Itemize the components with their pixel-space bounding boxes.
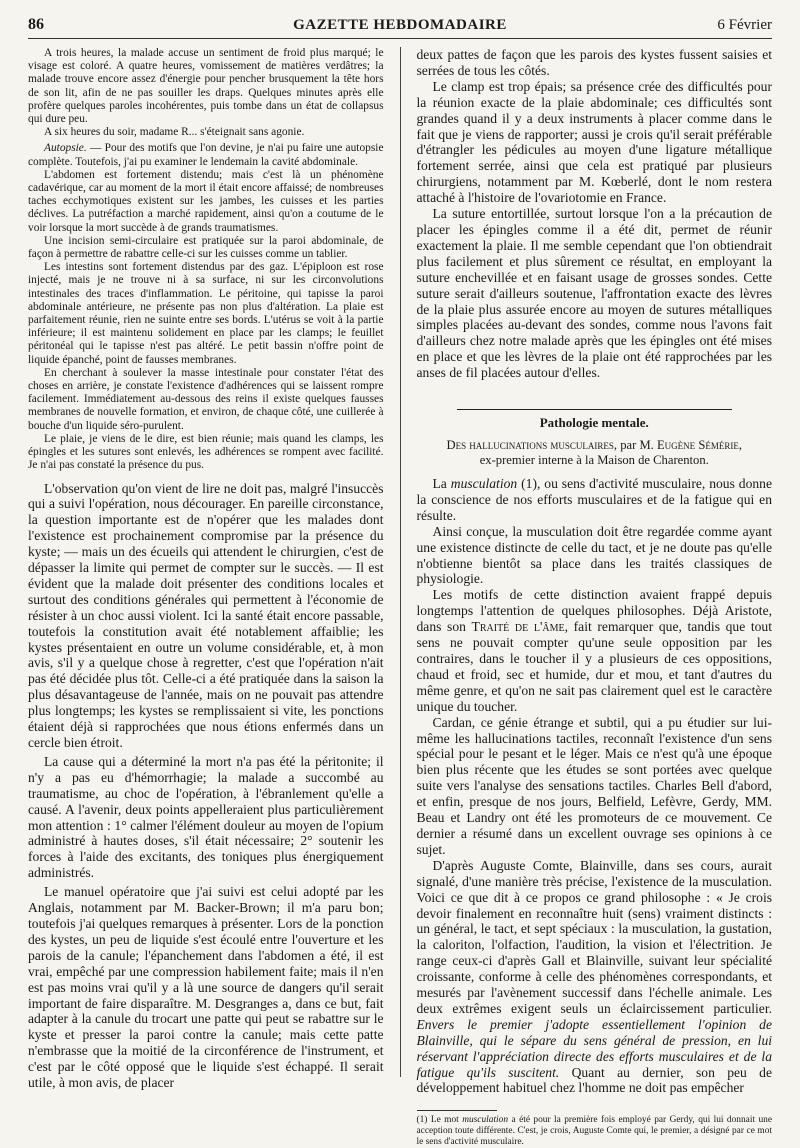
- discussion-paragraph: La cause qui a déterminé la mort n'a pas été la péritonite; il n'y a pas eu d'hémorrhagie; la malade a succombé au traumatisme, au choc de l'opération, à l'ébranlement qu'elle a causé. A l'avenir, deux points appelleraient plus particulièrement mon attention : 1° calmer l'élément douleur au moyen de l'opium administré à hautes doses, s'il était nécessaire; 2° soutenir les forces à l'aide des excitants, des toniques plus énergiquement administrés.: [28, 753, 384, 881]
- journal-title: GAZETTE HEBDOMADAIRE: [293, 16, 507, 33]
- article-byline: [417, 438, 773, 468]
- autopsy-paragraph: [28, 142, 384, 168]
- case-paragraph: A six heures du soir, madame R... s'éteignait sans agonie.: [44, 126, 305, 139]
- section-title: Pathologie mentale.: [539, 415, 649, 431]
- page-number: 86: [28, 16, 44, 33]
- autopsy-intro: — Pour des motifs que l'on devine, je n'ai pu faire une autopsie complète. Toutefois, j'ai pu examiner le lendemain la cavité abdominale.: [28, 142, 384, 168]
- book-title: Traité de l'âme: [471, 619, 565, 635]
- text-run: Les motifs de cette distinction avaient frappé depuis longtemps l'attention de quelques philosophes. Déjà Aristote, dans son: [416, 587, 773, 635]
- column-rule: [400, 47, 401, 1077]
- article-title: Des hallucinations musculaires,: [446, 438, 618, 453]
- autopsy-paragraph: En cherchant à soulever la masse intestinale pour constater l'état des choses en arrière, je constate l'existence d'adhérences qui se laissent rompre facilement. Immédiatement au-dessous des reins il existe quelques fausses membranes de nouvelle formation, et environ, de chaque côté, une cuillerée à bouche d'un liquide séro-purulent.: [28, 366, 384, 432]
- article-author: Eugène Sémérie,: [656, 438, 742, 453]
- article-paragraph: [417, 476, 773, 524]
- text-run: a été pour la première fois employé par Gerdy, qui lui donnait une acception toute différente. C'est, je crois, Auguste Comte qui, le premier, a désigné par ce mot le sens d'activité musculaire.: [416, 1115, 773, 1148]
- running-head: [28, 12, 772, 39]
- autopsy-paragraph: Les intestins sont fortement distendus par des gaz. L'épiploon est rose injecté, mais je ne trouve ni à sa surface, ni sur les circonvolutions intestinales des traces d'inflammation. Le péritoine, qui tapisse la paroi abdominale antérieure, ne présente pas non plus d'altération. La plaie est parfaitement réunie, rien ne suinte entre ses bords. L'utérus se voit à la partie inférieure; il est maintenu solidement en place par les clamps; le feuillet péritonéal qui le tapisse n'est pas altéré. Le petit bassin n'offre point de liquide épanché, point de fausses membranes.: [28, 261, 384, 366]
- right-column: [416, 47, 773, 1148]
- text-run: (1), ou sens d'activité musculaire, nous donne la conscience de nos efforts musculaires et de la fatigue qui en résulte.: [416, 476, 773, 523]
- text-run: Quant au dernier, son peu de développement habituel chez l'homme ne doit pas empêcher: [416, 1064, 773, 1096]
- case-paragraph: A trois heures, la malade accuse un sentiment de froid plus marqué; le visage est coloré. A quatre heures, vomissement de matières verdâtres; la malade trouve encore assez d'énergie pour pencher brusquement la tête hors de son lit, afin de ne pas souiller les draps. Quelques minutes après elle profère quelques paroles incohérentes, puis tombe dans un état de collapsus qui dure peu.: [28, 47, 384, 126]
- footnote: [417, 1115, 773, 1148]
- text-run: D'après Auguste Comte, Blainville, dans ses cours, aurait signalé, d'une manière très précise, l'existence de la musculation. Voici ce que dit à ce propos ce grand philosophe : « Je crois devoir finalement en reconnaître huit (sens) vraiment distincts : un général, le tact, et sept spéciaux : la musculation, la gustation, la caloriton, l'olfaction, l'audition, la vision et l'électrition. Je range ceux-ci d'après Gall et Blainville, suivant leur spécialité croissante, conforme à celle des phénomènes correspondants, et mesurés par l'avènement successif dans l'échelle animale. Les deux extrêmes exigent seuls un éclaircissement particulier.: [416, 857, 773, 1016]
- article-paragraph: [417, 858, 773, 1097]
- term-italic: musculation: [450, 476, 518, 492]
- issue-date: 6 Février: [717, 16, 772, 33]
- continued-paragraph: deux pattes de façon que les parois des kystes fussent saisies et serrées de tous les côtés.: [416, 47, 773, 78]
- section-rubric: [457, 409, 733, 432]
- autopsy-paragraph: Le plaie, je viens de le dire, est bien réunie; mais quand les clamps, les épingles et les sutures sont enlevés, les adhérences se rompent avec facilité. Je n'ai pas constaté la présence du pus.: [28, 432, 384, 472]
- article-paragraph: Cardan, ce génie étrange et subtil, qui a pu étudier sur lui-même les hallucinations tactiles, reconnaît l'existence d'un sens spécial pour le pesant et le léger. Mais ce n'est qu'à une époque bien plus récente que les études se sont portées avec quelque suite vers l'analyse des sensations tactiles. Charles Bell d'abord, et enfin, presque de nos jours, Belfield, Lefèvre, Gerdy, MM. Beau et Landry ont été les promoteurs de ce mouvement. Ce dernier a résumé dans un excellent ouvrage ses opinions à ce sujet.: [416, 714, 773, 857]
- author-role: ex-premier interne à la Maison de Charenton.: [479, 453, 709, 468]
- autopsy-paragraph: Une incision semi-circulaire est pratiquée sur la paroi abdominale, de façon à permettre de rabattre celle-ci sur les cuisses comme un tablier.: [28, 234, 384, 261]
- left-column: [28, 47, 384, 1091]
- text-run: (1) Le mot: [416, 1115, 463, 1126]
- autopsy-heading: Autopsie.: [44, 142, 87, 155]
- footnote-rule: [417, 1110, 497, 1111]
- discussion-paragraph: Le clamp est trop épais; sa présence crée des difficultés pour la réunion exacte de la plaie abdominale; ces difficultés sont grandes quand il y a deux instruments à placer comme dans le fait que je viens de rapporter; aussi je crois qu'il serait préférable d'étrangler les pédicules au moyen d'une ligature métallique fortement serrée, ainsi que cela est pratiqué par plusieurs chirurgiens, notamment par M. Kœberlé, dont le nom restera attaché à l'histoire de l'ovariotomie en France.: [416, 78, 773, 206]
- quote-italic: Envers le premier j'adopte essentiellement l'opinion de Blainville, qui le sépare du sens général de pression, en lui réservant l'appréciation directe des efforts musculaires et de la fatigue qu'ils suscitent.: [416, 1016, 773, 1080]
- text-run: , fait remarquer que, tandis que tout sens ne pouvait compter qu'une seule opposition par les contraires, dans le toucher il y a plusieurs de ces oppositions, chaud et froid, sec et humide, dur et mou, et tant d'autres du même genre, et qu'on ne sait pas clairement quel est le caractère unique du toucher.: [416, 619, 773, 714]
- text-run: La: [432, 476, 451, 492]
- article-paragraph: Ainsi conçue, la musculation doit être regardée comme ayant une existence distincte de celle du tact, et je ne doute pas qu'elle n'obtienne bientôt sa place dans les traités classiques de physiologie.: [416, 523, 773, 587]
- byline-prefix: par M.: [620, 438, 657, 453]
- discussion-paragraph: La suture entortillée, surtout lorsque l'on a la précaution de placer les épingles comme il a été dit, permet de réunir exactement la plaie. Il me semble cependant que l'on obtiendrait plus facilement et plus sûrement ce résultat, en employant la suture enchevillée et en faisant usage de grosses sondes. Cette suture serait d'ailleurs soutenue, l'affrontation exacte des lèvres de la plaie plus assurée encore au moyen de sutures métalliques simples placées au-devant des sondes, comme nous l'avons fait d'ailleurs chez notre malade après que les épingles ont été mises en place et que les lèvres de la plaie ont été rapprochées par les anses de fil placées autour d'elles.: [416, 206, 773, 381]
- autopsy-paragraph: L'abdomen est fortement distendu; mais c'est là un phénomène cadavérique, car au moment de la mort il était encore affaissé; de nombreuses taches ecchymotiques existent sur les jambes, les cuisses et les parties déclives. La putréfaction a marché rapidement, ainsi qu'on a coutume de le voir lorsque la mort succède à de grands traumatismes.: [28, 168, 384, 234]
- two-column-body: [28, 47, 773, 1148]
- discussion-paragraph: Le manuel opératoire que j'ai suivi est celui adopté par les Anglais, notamment par M. Backer-Brown; il m'a paru bon; toutefois j'ai quelques remarques à présenter. Lors de la ponction des kystes, un peu de liquide s'est écoulé entre l'ouverture et les parois de la canule; l'épanchement dans l'abdomen a été, il est vrai, empêché par une compression habilement faite; mais il n'en est pas moins vrai qu'il y a là une source de dangers qu'il serait important de faire disparaître. M. Desgranges a, dans ce but, fait adapter à la canule du trocart une patte qui peut se rabattre sur le kyste et presser la paroi contre la canule; mais cette patte n'embrasse que la moitié de la circonférence de l'instrument, et c'est par le côté opposé que le liquide s'est échappé. Il serait utile, à mon avis, de placer: [28, 884, 384, 1091]
- article-paragraph: [417, 587, 773, 714]
- term-italic: musculation: [462, 1115, 509, 1126]
- discussion-paragraph: L'observation qu'on vient de lire ne doit pas, malgré l'insuccès qui a suivi l'opération, nous décourager. En pareille circonstance, la question importante est de n'opérer que les malades dont l'existence est prochainement compromise par la présence du kyste; — mais un des écueils qui attendent le chirurgien, c'est de dépasser la limite qui permet de compter sur le succès. — Il est évident que la malade doit présenter des conditions locales et surtout des conditions générales qui permettent à l'économie de résister à un choc aussi violent. Ici la santé était encore passable, toutefois la constitution avait été notablement affaiblie; les kystes présentaient en outre un volume considérable, et, à mon avis, s'il y a quelque chose à regretter, c'est que l'opération n'ait pas été décidée plus tôt. Celle-ci a été pratiquée dans la saison la plus désavantageuse de l'année, mais on ne pouvait pas attendre plus longtemps; les kystes se remplissaient si vite, les ponctions étaient déjà si rapprochées que nous étions enfermés dans un cercle bien étroit.: [28, 480, 384, 750]
